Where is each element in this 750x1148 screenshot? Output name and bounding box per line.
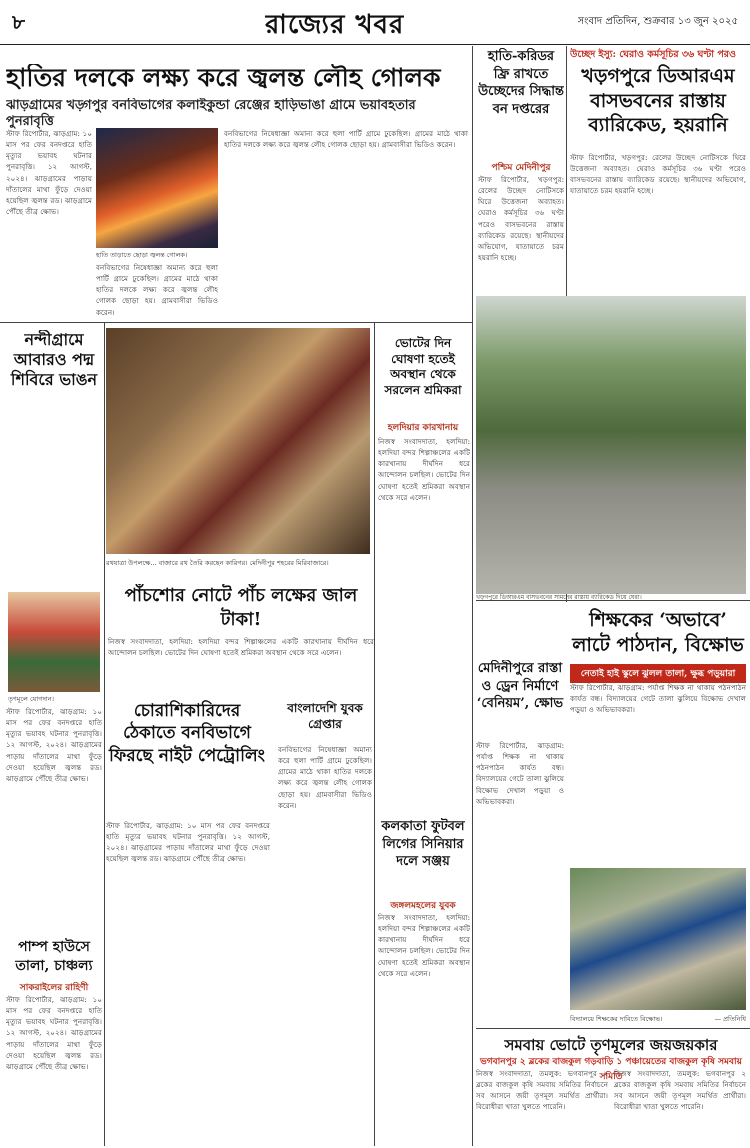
section-rule	[476, 1028, 750, 1029]
drm-kicker: উচ্ছেদ ইস্যু: ঘেরাও কর্মসূচির ৩৬ ঘণ্টা পরও	[570, 49, 737, 60]
nandigram-headline: নন্দীগ্রামে আবারও পদ্ম শিবিরে ভাঙন	[10, 330, 98, 389]
article-body: নিজস্ব সংবাদদাতা, হলদিয়া: হলদিয়া বন্দর শিল্পাঞ্চলের একটি কারখানায় দীর্ঘদিন ধরে আন্দোলন চলছিল। ভোটের দিন ঘোষণা হতেই শ্রমিকরা অবস্থান থেকে সরে এলেন।	[378, 437, 470, 502]
workers-tag: হলদিয়ার কারখানায়	[387, 423, 459, 433]
article-body: নিজস্ব সংবাদদাতা, হলদিয়া: হলদিয়া বন্দর শিল্পাঞ্চলের একটি কারখানায় দীর্ঘদিন ধরে আন্দোলন চলছিল। ভোটের দিন ঘোষণা হতেই শ্রমিকরা অবস্থান থেকে সরে এলেন।	[108, 637, 374, 658]
photo-caption: হাতি তাড়াতে ছোড়া জ্বলন্ত গোলক।	[96, 251, 188, 259]
article-body: বনবিভাগের নিষেধাজ্ঞা অমান্য করে হুলা পার্টি গ্রামে ঢুকেছিল। গ্রামের মাঠে থাকা হাতির দলকে লক্ষ্য করে জ্বলন্ত লৌহ গোলক ছোড়া হয়। গ্রামবাসীরা ভিডিও করেন।	[96, 263, 218, 317]
main-headline: হাতির দলকে লক্ষ্য করে জ্বলন্ত লৌহ গোলক	[6, 64, 441, 92]
article-body: নিজস্ব সংবাদদাতা, তমলুক: ভগবানপুর ২ ব্লকের বাজকুল কৃষি সমবায় সমিতির নির্বাচনে সব আসনে জয়ী তৃণমূল সমর্থিত প্রার্থীরা। বিরোধীরা খাতা খুলতে পারেনি।	[476, 1069, 608, 1112]
photo-caption: খড়গপুরে ডিআরএম বাসভবনের সামনের রাস্তায় ব্যারিকেড দিয়ে ঘেরা।	[476, 594, 642, 601]
photo-credit: — প্রতিনিধি	[714, 1015, 746, 1023]
article-body: স্টাফ রিপোর্টার, ঝাড়গ্রাম: ১০ মাস পর ফের বনদপ্তরে হাতি মৃত্যুর ভয়াবহ ঘটনার পুনরাবৃত্তি। ১২ আগস্ট, ২০২৪। ঝাড়গ্রামের পাড়ায় দাঁতালের মাথা ফুঁড়ে দেওয়া হয়েছিল জ্বলন্ত রড। ঝাড়গ্রামে পৌঁছে তীব্র ক্ষোভ।	[6, 995, 102, 1071]
corridor-headline: হাতি-করিডর ফ্রি রাখতে উচ্ছেদের সিদ্ধান্ত বন দপ্তরের	[478, 49, 564, 117]
column-rule	[104, 322, 105, 1146]
photo-caption: বিদ্যালয়ে শিক্ষকের দাবিতে বিক্ষোভ।	[570, 1015, 663, 1023]
section-rule	[0, 322, 472, 323]
fake-notes-headline: পাঁচশোর নোটে পাঁচ লক্ষের জাল টাকা!	[124, 585, 358, 631]
pump-house-tag: সাকরাইলের রাহিণী	[19, 983, 89, 993]
article-body: স্টাফ রিপোর্টার, ঝাড়গ্রাম: ১০ মাস পর ফের বনদপ্তরে হাতি মৃত্যুর ভয়াবহ ঘটনার পুনরাবৃত্তি। ১২ আগস্ট, ২০২৪। ঝাড়গ্রামের পাড়ায় দাঁতালের মাথা ফুঁড়ে দেওয়া হয়েছিল জ্বলন্ত রড। ঝাড়গ্রামে পৌঁছে তীব্র ক্ষোভ।	[106, 821, 270, 864]
photo-caption: রথযাত্রা উপলক্ষে... বাজারে রথ তৈরি করছেন কারিগর। মেদিনীপুর শহরের মিরিবাজারে।	[106, 559, 329, 567]
column-rule	[374, 322, 375, 1146]
road-headline: মেদিনীপুরে রাস্তা ও ড্রেন নির্মাণে ‘বেনিয়ম’, ক্ষোভ	[476, 661, 564, 712]
corridor-tag: পশ্চিম মেদিনীপুর	[491, 163, 551, 173]
barricade-photo	[476, 296, 746, 594]
article-body: স্টাফ রিপোর্টার, খড়গপুর: রেলের উচ্ছেদ নোটিসকে ঘিরে উত্তেজনা অব্যাহত। ঘেরাও কর্মসূচির ৩৬ ঘণ্টা পরেও বাসভবনের রাস্তায় ব্যারিকেড রয়েছে। স্থানীয়দের অভিযোগ, যাতায়াতে চরম হয়রানি হচ্ছে।	[478, 175, 564, 263]
article-body: নিজস্ব সংবাদদাতা, তমলুক: ভগবানপুর ২ ব্লকের বাজকুল কৃষি সমবায় সমিতির নির্বাচনে সব আসনে জয়ী তৃণমূল সমর্থিত প্রার্থীরা। বিরোধীরা খাতা খুলতে পারেনি।	[614, 1069, 746, 1112]
workers-headline: ভোটের দিন ঘোষণা হতেই অবস্থান থেকে সরলেন শ্রমিকরা	[384, 336, 462, 397]
chariot-workshop-photo	[106, 328, 370, 554]
patrol-headline: চোরাশিকারিদের ঠেকাতে বনবিভাগে ফিরছে নাইট পেট্রোলিং	[109, 701, 265, 766]
cooperative-headline: সমবায় ভোটে তৃণমূলের জয়জয়কার	[504, 1036, 718, 1054]
article-body: স্টাফ রিপোর্টার, ঝাড়গ্রাম: ১০ মাস পর ফের বনদপ্তরে হাতি মৃত্যুর ভয়াবহ ঘটনার পুনরাবৃত্তি। ১২ আগস্ট, ২০২৪। ঝাড়গ্রামের পাড়ায় দাঁতালের মাথা ফুঁড়ে দেওয়া হয়েছিল জ্বলন্ত রড। ঝাড়গ্রামে পৌঁছে তীব্র ক্ষোভ।	[6, 707, 102, 783]
article-body: স্টাফ রিপোর্টার, ঝাড়গ্রাম: পর্যাপ্ত শিক্ষক না থাকায় পঠনপাঠন কার্যত বন্ধ। বিদ্যালয়ের গেটে তালা ঝুলিয়ে বিক্ষোভ দেখাল পড়ুয়া ও অভিভাবকরা।	[570, 683, 746, 715]
cooperative-tag: ভগবানপুর ২ ব্লকের বাজকুল গড়বাড়ি ১ পঞ্চায়েতের বাজকুল কৃষি সমবায় সমিতি	[480, 1057, 742, 1082]
page-number: ৮	[12, 10, 25, 34]
protest-photo	[570, 868, 746, 1010]
football-headline: কলকাতা ফুটবল লিগের সিনিয়ার দলে সঞ্জয়	[381, 819, 465, 870]
article-body: স্টাফ রিপোর্টার, খড়গপুর: রেলের উচ্ছেদ নোটিসকে ঘিরে উত্তেজনা অব্যাহত। ঘেরাও কর্মসূচির ৩৬ ঘণ্টা পরেও বাসভবনের রাস্তায় ব্যারিকেড রয়েছে। স্থানীয়দের অভিযোগ, যাতায়াতে চরম হয়রানি হচ্ছে।	[570, 153, 746, 196]
section-title: রাজ্যের খবর	[265, 10, 405, 40]
article-body: বনবিভাগের নিষেধাজ্ঞা অমান্য করে হুলা পার্টি গ্রামে ঢুকেছিল। গ্রামের মাঠে থাকা হাতির দলকে লক্ষ্য করে জ্বলন্ত লৌহ গোলক ছোড়া হয়। গ্রামবাসীরা ভিডিও করেন।	[278, 745, 372, 810]
issue-date: সংবাদ প্রতিদিন, শুক্রবার ১৩ জুন ২০২৫	[577, 16, 738, 27]
page-header	[0, 0, 750, 45]
fireball-photo	[96, 128, 218, 248]
drm-headline: খড়গপুরে ডিআরএম বাসভবনের রাস্তায় ব্যারিকেড, হয়রানি	[581, 65, 735, 137]
article-body: স্টাফ রিপোর্টার, ঝাড়গ্রাম: ১০ মাস পর ফের বনদপ্তরে হাতি মৃত্যুর ভয়াবহ ঘটনার পুনরাবৃত্তি। ১২ আগস্ট, ২০২৪। ঝাড়গ্রামের পাড়ায় দাঁতালের মাথা ফুঁড়ে দেওয়া হয়েছিল জ্বলন্ত রড। ঝাড়গ্রামে পৌঁছে তীব্র ক্ষোভ।	[6, 129, 92, 217]
photo-caption: তৃণমূলে যোগদান।	[8, 695, 54, 703]
joining-photo	[8, 592, 100, 692]
article-body: স্টাফ রিপোর্টার, ঝাড়গ্রাম: পর্যাপ্ত শিক্ষক না থাকায় পঠনপাঠন কার্যত বন্ধ। বিদ্যালয়ের গেটে তালা ঝুলিয়ে বিক্ষোভ দেখাল পড়ুয়া ও অভিভাবকরা।	[476, 741, 564, 806]
column-rule	[472, 46, 473, 1146]
pump-house-headline: পাম্প হাউসে তালা, চাঞ্চল্য	[15, 939, 93, 974]
football-tag: জঙ্গলমহলের যুবক	[390, 901, 456, 911]
teacher-headline: শিক্ষকের ‘অভাবে’ লাটে পাঠদান, বিক্ষোভ	[572, 609, 744, 656]
main-subhead: ঝাড়গ্রামের খড়্গপুর বনবিভাগের কলাইকুন্ডা রেঞ্জের হাড়িভাঙা গ্রামে ভয়াবহতার পুনরাবৃত্তি	[6, 98, 416, 129]
article-body: নিজস্ব সংবাদদাতা, হলদিয়া: হলদিয়া বন্দর শিল্পাঞ্চলের একটি কারখানায় দীর্ঘদিন ধরে আন্দোলন চলছিল। ভোটের দিন ঘোষণা হতেই শ্রমিকরা অবস্থান থেকে সরে এলেন।	[378, 913, 470, 978]
article-body: বনবিভাগের নিষেধাজ্ঞা অমান্য করে হুলা পার্টি গ্রামে ঢুকেছিল। গ্রামের মাঠে থাকা হাতির দলকে লক্ষ্য করে জ্বলন্ত লৌহ গোলক ছোড়া হয়। গ্রামবাসীরা ভিডিও করেন।	[224, 129, 468, 150]
arrest-headline: বাংলাদেশি যুবক গ্রেপ্তার	[287, 701, 363, 732]
teacher-tag: নেতাই হাই স্কুলে ঝুলল তালা, ক্ষুব্ধ পড়ুয়ারা	[570, 664, 746, 683]
